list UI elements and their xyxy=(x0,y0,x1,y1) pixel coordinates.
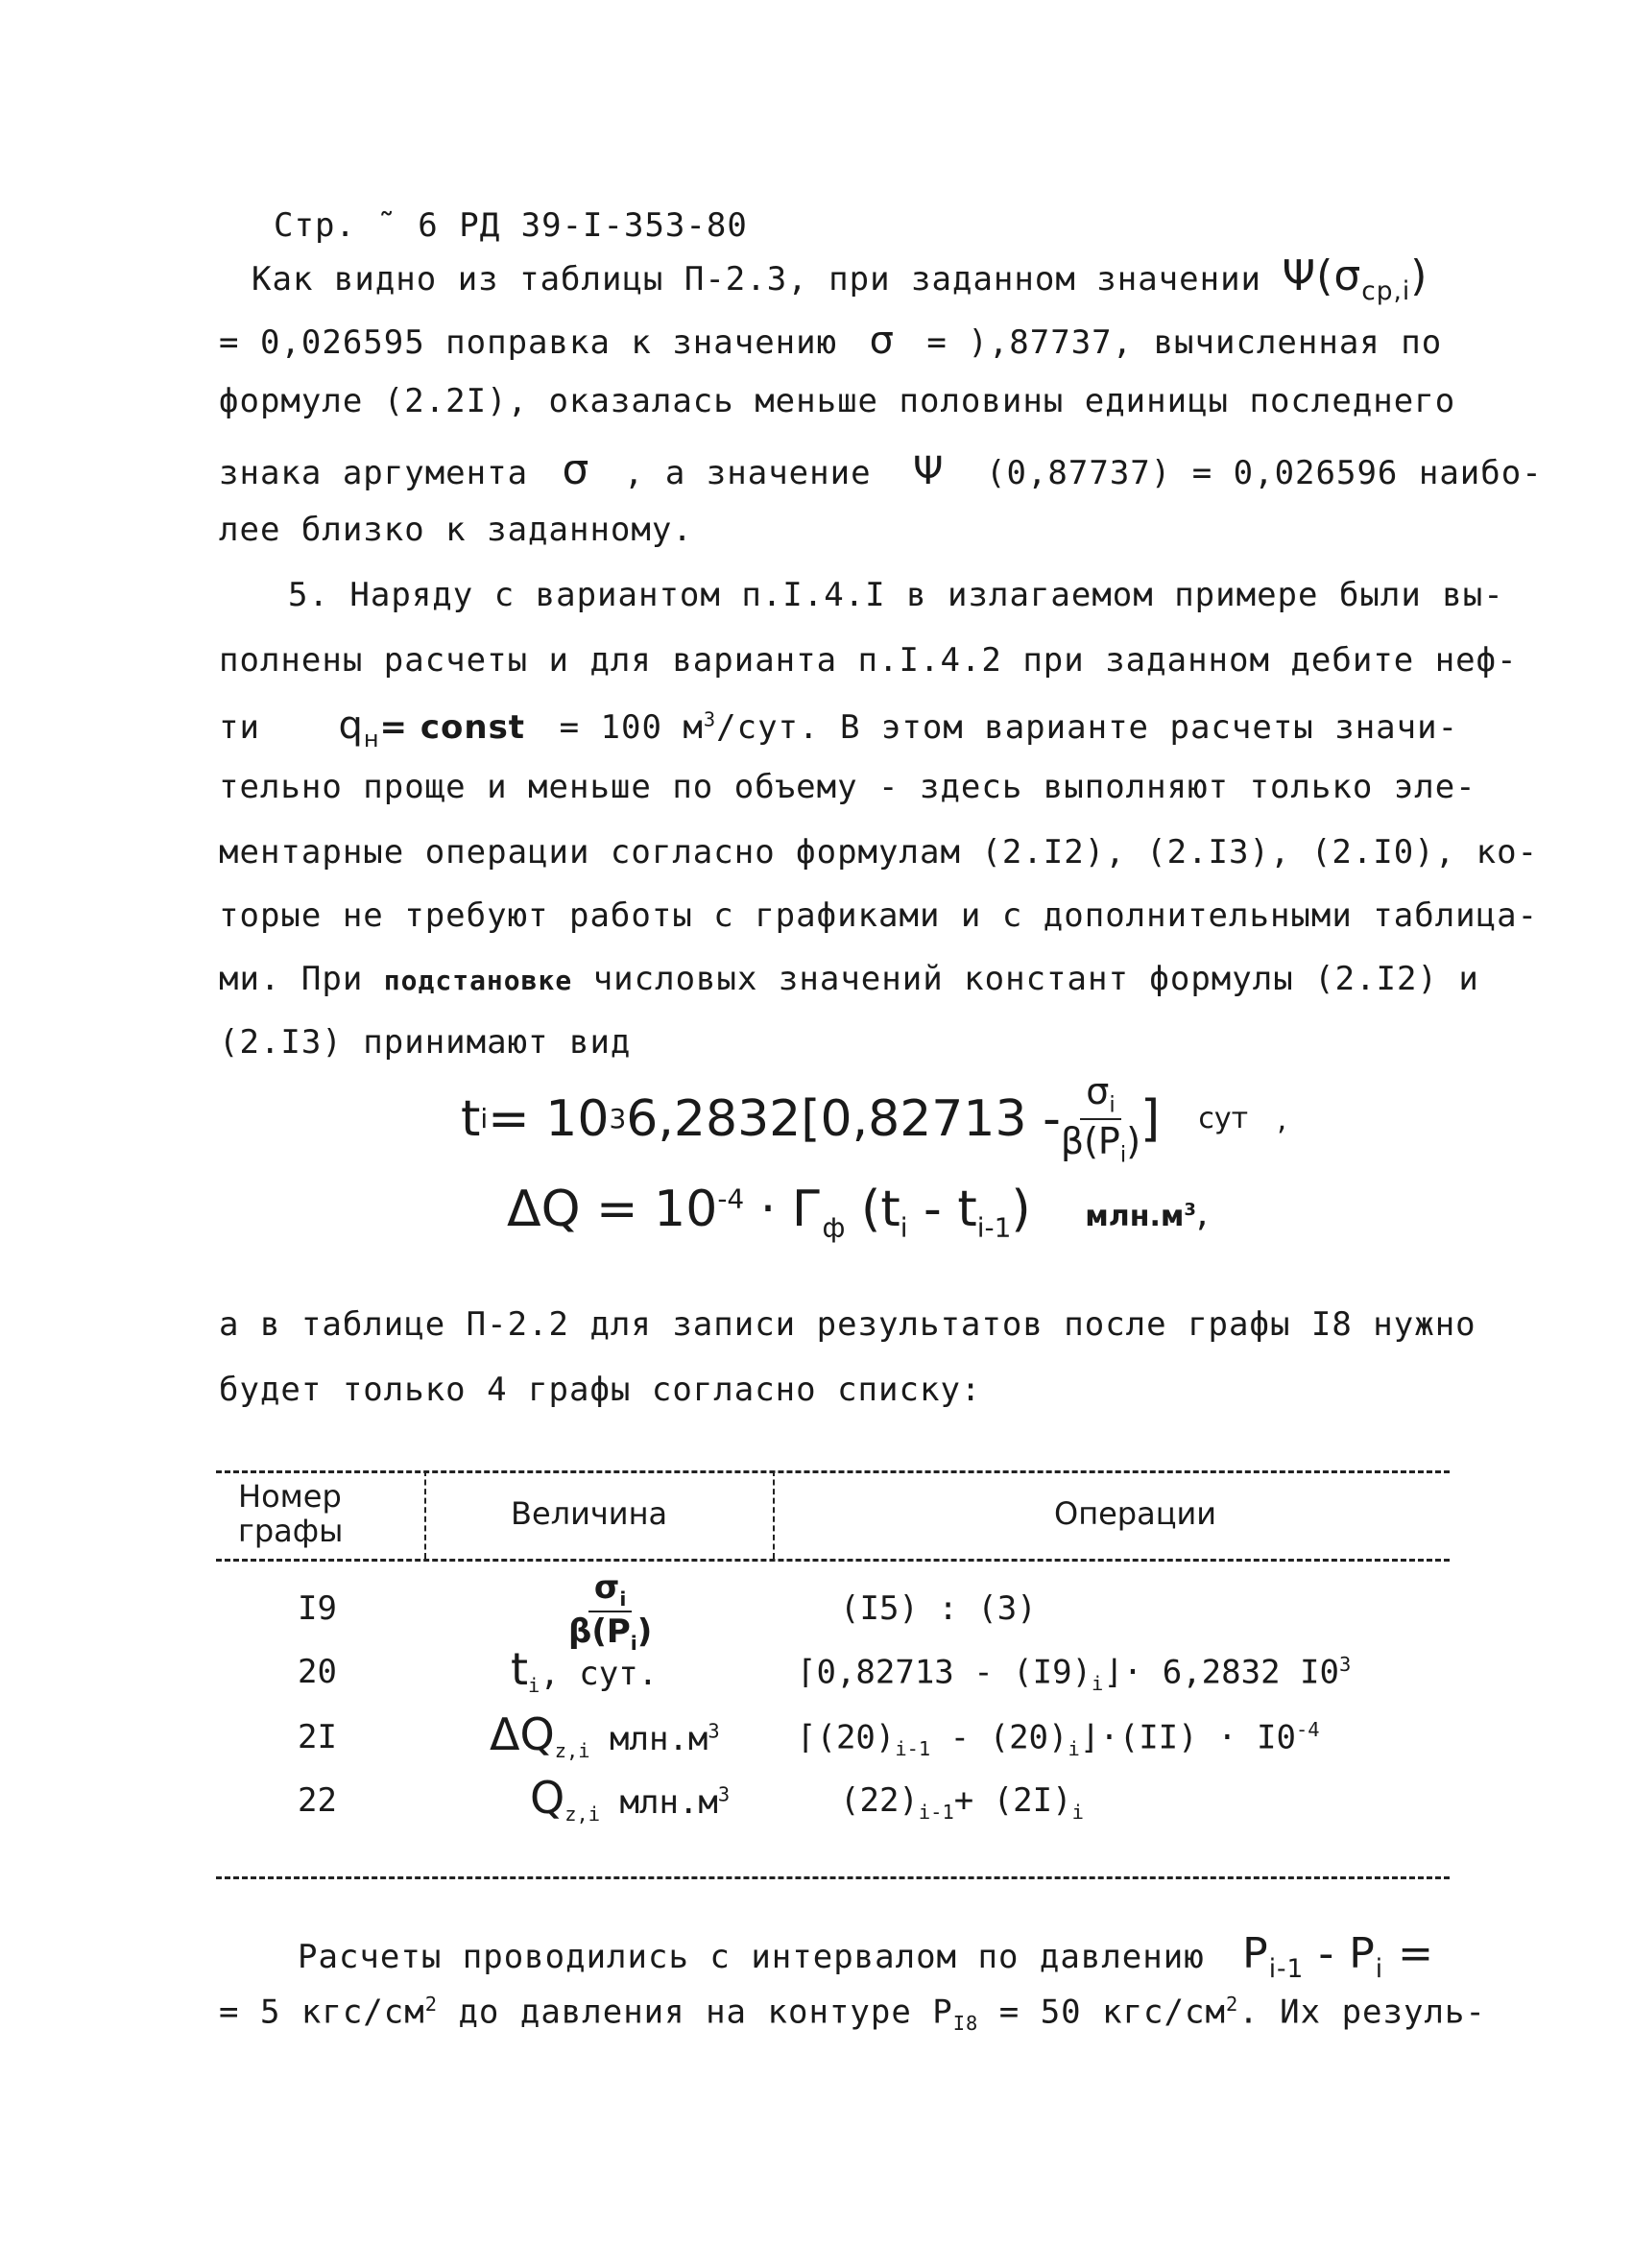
p2-line7-overprint: подстановке xyxy=(383,965,573,996)
p1-line4-text-c: (0,87737) = 0,026596 наибо- xyxy=(986,454,1543,492)
p4-line1-text: Расчеты проводились с интервалом по давлению xyxy=(298,1938,1205,1976)
psi-sigma-symbol: $\Psi(\sigma_{ср,i})$ xyxy=(1282,251,1428,306)
header-quantity: Величина xyxy=(511,1495,668,1532)
p2-line2: полнены расчеты и для варианта п.I.4.2 при заданном дебите неф- xyxy=(219,641,1518,680)
p2-line4: тельно проще и меньше по объему - здесь выполняют только эле- xyxy=(219,768,1476,806)
p2-line7-text-b: числовых значений констант формулы (2.I2) и xyxy=(592,960,1479,998)
sigma-symbol: σ xyxy=(869,319,895,363)
table-bottom-rule xyxy=(216,1876,1450,1879)
p2-line7 xyxy=(219,960,1479,998)
row-19-number: I9 xyxy=(298,1589,337,1628)
psi-symbol: Ψ xyxy=(913,449,945,493)
formula-ti: t i = 10 3 6,2832 [0,82713 - $\frac{\sigma_i}{\beta(P_i)}$ ] сут , xyxy=(461,1070,1287,1168)
page-header: Стр. ˜ 6 РД 39-I-353-80 xyxy=(274,206,748,245)
p1-line2 xyxy=(219,319,1442,363)
formula-dq: $\Delta Q = 10^{-4} \cdot Г_ф$ $(t_i - t_{i-1})$ $млн.м^3$, xyxy=(507,1181,1209,1244)
p4-line1 xyxy=(298,1929,1434,1984)
p2-line7-text-a: ми. При xyxy=(219,960,364,998)
p2-line3-text-c: /сут. В этом варианте расчеты значи- xyxy=(716,708,1459,747)
row-20-operation: ⌈0,82713 - $(I9)_i⌋\cdot 6,2832$ $I0^3$ xyxy=(797,1653,1352,1696)
pressure-diff-symbol: $P_{i-1} - P_i$ = xyxy=(1242,1929,1434,1984)
p1-line2-text-b: = ),87737, вычисленная по xyxy=(926,323,1443,362)
row-21-quantity: $\Delta Q_{z,i}$ $млн.м^3$ xyxy=(490,1708,720,1762)
row-22-number: 22 xyxy=(298,1781,337,1820)
formula-ti-unit: сут xyxy=(1198,1102,1249,1136)
table-col-divider-2 xyxy=(773,1470,775,1559)
row-21-operation: $⌈(20)_{i-1}$ - $(20)_i⌋\cdot(II) \cdot I0^{-4}$ xyxy=(797,1718,1320,1761)
p1-line4 xyxy=(219,445,1543,494)
p1-line1 xyxy=(252,251,1428,306)
header-number-line2: графы xyxy=(238,1513,344,1549)
p2-line1: 5. Наряду с вариантом п.I.4.I в излагаемом примере были вы- xyxy=(288,576,1504,614)
p1-line1-text: Как видно из таблицы П-2.3, при заданном значении xyxy=(252,260,1262,298)
formula-ti-fraction: $\frac{\sigma_i}{\beta(P_i)}$ xyxy=(1060,1070,1141,1168)
p1-line4-text-a: знака аргумента xyxy=(219,454,529,492)
p2-line3-text-b: = 100 м xyxy=(559,708,704,747)
cube-exp: 3 xyxy=(703,707,717,731)
sigma-symbol-2: σ xyxy=(562,445,590,494)
formula-dq-unit: $млн.м^3$ xyxy=(1085,1200,1196,1233)
row-22-operation: $(22)_{i-1}+ (2I)_i$ xyxy=(840,1781,1084,1824)
row-20-number: 20 xyxy=(298,1653,337,1691)
table-col-divider-1 xyxy=(424,1470,426,1559)
p2-line8: (2.I3) принимают вид xyxy=(219,1023,632,1062)
p2-line3 xyxy=(219,704,1458,752)
p1-line4-text-b: , а значение xyxy=(623,454,872,492)
row-19-quantity: $\frac{\sigma_i}{\beta(P_i)}$ xyxy=(568,1568,653,1655)
qn-symbol: $q_н$ xyxy=(338,704,380,752)
qn-const: = const xyxy=(379,708,526,747)
row-20-quantity: $t_i$, сут. xyxy=(511,1643,659,1697)
p1-line3: формуле (2.2I), оказалась меньше половины единицы последнего xyxy=(219,382,1456,420)
p2-line6: торые не требуют работы с графиками и с дополнительными таблица- xyxy=(219,896,1539,935)
p2-line3-text-a: ти xyxy=(219,708,260,747)
table-top-rule xyxy=(216,1470,1450,1473)
p1-line5: лее близко к заданному. xyxy=(219,511,693,549)
table-header-rule xyxy=(216,1559,1450,1562)
row-19-operation: (I5) : (3) xyxy=(840,1589,1037,1628)
header-number-line1: Номер xyxy=(238,1478,342,1515)
p4-line2: = 5 кгс/$см^2$ до давления на контуре $Р_{I8} = 50$ кгс/$см^2$. Их резуль- xyxy=(219,1993,1486,2036)
p3-line2: будет только 4 графы согласно списку: xyxy=(219,1371,982,1409)
p2-line5: ментарные операции согласно формулам (2.I2), (2.I3), (2.I0), ко- xyxy=(219,833,1539,871)
header-operations: Операции xyxy=(1054,1495,1217,1532)
p1-line2-text-a: = 0,026595 поправка к значению xyxy=(219,323,838,362)
p3-line1: а в таблице П-2.2 для записи результатов после графы I8 нужно xyxy=(219,1305,1476,1344)
row-22-quantity: $Q_{z,i}$ $млн.м^3$ xyxy=(530,1772,731,1826)
row-21-number: 2I xyxy=(298,1718,337,1756)
